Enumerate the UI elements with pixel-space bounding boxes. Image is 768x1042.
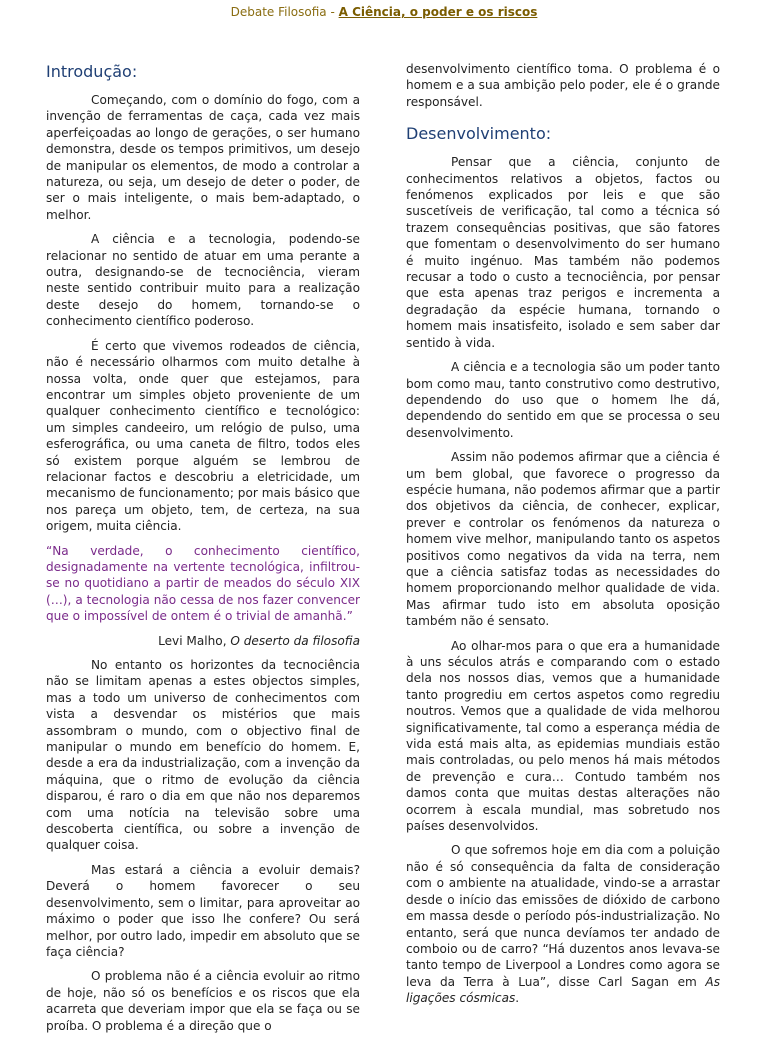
quote-citation: [46, 633, 360, 649]
left-column: [46, 62, 360, 1042]
header-title-link[interactable]: A Ciência, o poder e os riscos: [338, 5, 538, 19]
paragraph-text: O que sofremos hoje em dia com a poluição não é só consequência da falta de consideração com o ambiente na atualidade, vindo-se a arrastar desde o início das emissões de dióxido de carbono em massa desde o período pós-industrialização. No entanto, será que nunca devíamos ter andado de comboio ou de carro? “Há duzentos anos levava-se tanto tempo de Liverpool a Londres como agora se leva da Terra à Lua”, disse Carl Sagan em: [406, 843, 720, 989]
paragraph: Pensar que a ciência, conjunto de conhecimentos relativos a objetos, factos ou fenómenos explicados por leis e que são suscetíveis de verificação, tal como a técnica só trazem consequências positivas, que são fatores que fomentam o desenvolvimento do ser humano é muito ingénuo. Mas também não podemos recusar a todo o custo a tecnociência, por pensar que esta apenas traz perigos e incrementa a degradação da espécie humana, tornando o homem mais insatisfeito, isolado e sem saber dar sentido à vida.: [406, 155, 720, 350]
block-quote: “Na verdade, o conhecimento científico, designadamente na vertente tecnológica, infiltrou-se no quotidiano a partir de meados do século XIX (…), a tecnologia não cessa de nos fazer convencer que o impossível de ontem é o trivial de amanhã.”: [46, 543, 360, 624]
citation-author: Levi Malho,: [158, 633, 231, 648]
paragraph: A ciência e a tecnologia, podendo-se relacionar no sentido de atuar em uma perante a outra, designando-se de tecnociência, vieram neste sentido contribuir muito para a realização deste desejo do homem, tornando-se o conhecimento científico poderoso.: [46, 232, 360, 329]
paragraph-continuation: desenvolvimento científico toma. O problema é o homem e a sua ambição pelo poder, ele é o grande responsável.: [406, 62, 720, 109]
header-prefix: Debate Filosofia -: [230, 5, 339, 19]
paragraph-end: .: [515, 991, 520, 1006]
paragraph: Assim não podemos afirmar que a ciência é um bem global, que favorece o progresso da espécie humana, não podemos afirmar que a partir dos objetivos da ciência, de conhecer, explicar, prever e controlar os fenómenos da natureza o homem vive melhor, manipulando tanto os aspetos positivos como negativos da vida na terra, nem que a ciência satisfaz todas as necessidades do homem proporcionando melhor qualidade de vida. Mas afirmar tudo isto em absoluta oposição também não é sensato.: [406, 450, 720, 629]
section-heading-introduction: Introdução:: [46, 62, 138, 81]
paragraph: É certo que vivemos rodeados de ciência, não é necessário olharmos com muito detalhe à nossa volta, onde quer que estejamos, para encontrar um simples objeto proveniente de um qualquer conhecimento científico e tecnológico: um simples candeeiro, um relógio de pulso, uma esferográfica, ou uma caneta de filtro, todos eles só existem porque alguém se lembrou de relacionar factos e descobriu a eletricidade, um mecanismo de funcionamento; por mais básico que nos pareça um objeto, tem, de certeza, na sua origem, muita ciência.: [46, 338, 360, 534]
paragraph: [406, 842, 720, 1006]
citation-work: O deserto da filosofia: [230, 633, 360, 648]
cited-work: As ligações cósmicas: [406, 974, 720, 1006]
paragraph: A ciência e a tecnologia são um poder tanto bom como mau, tanto construtivo como destrutivo, dependendo do uso que o homem lhe dá, dependendo do sentido em que se processa o seu desenvolvimento.: [406, 360, 720, 440]
paragraph: O problema não é a ciência evoluir ao ritmo de hoje, não só os benefícios e os riscos que ela acarreta que deveriam impor que ela se faça ou se proíba. O problema é a direção que o: [46, 969, 360, 1033]
paragraph: Ao olhar-mos para o que era a humanidade à uns séculos atrás e comparando com o estado dela nos nossos dias, vemos que a humanidade tanto progrediu em certos aspetos como regrediu noutros. Vemos que a qualidade de vida melhorou significativamente, tal como a esperança média de vida está mais alta, as epidemias mundiais estão mais controladas, ou pelo menos há mais métodos de prevenção e cura… Contudo também nos damos conta que muitas destas alterações não ocorrem à escala mundial, mas sobretudo nos países desenvolvidos.: [406, 638, 720, 834]
paragraph: Começando, com o domínio do fogo, com a invenção de ferramentas de caça, cada vez mais aperfeiçoadas ao longo de gerações, o ser humano demonstra, desde os tempos primitivos, um desejo de manipular os elementos, de modo a controlar a natureza, ou seja, um desejo de deter o poder, de ser o mais inteligente, o mais bem-adaptado, o melhor.: [46, 93, 360, 222]
document-header: [0, 4, 768, 20]
paragraph: Mas estará a ciência a evoluir demais? Deverá o homem favorecer o seu desenvolvimento, sem o limitar, para aproveitar ao máximo o poder que isso lhe confere? Ou será melhor, por outro lado, impedir em absoluto que se faça ciência?: [46, 862, 360, 959]
right-column: [406, 61, 720, 1015]
paragraph: No entanto os horizontes da tecnociência não se limitam apenas a estes objectos simples, mas a todo um universo de conhecimentos com vista a desvendar os mistérios que mais assombram o mundo, com o objectivo final de manipular o mundo em benefício do homem. E, desde a era da industrialização, com a invenção da máquina, que o ritmo de evolução da ciência disparou, é raro o dia em que não nos deparemos com uma notícia na televisão sobre uma descoberta científica, ou sobre a invenção de qualquer coisa.: [46, 658, 360, 853]
section-heading-development: Desenvolvimento:: [406, 124, 552, 144]
